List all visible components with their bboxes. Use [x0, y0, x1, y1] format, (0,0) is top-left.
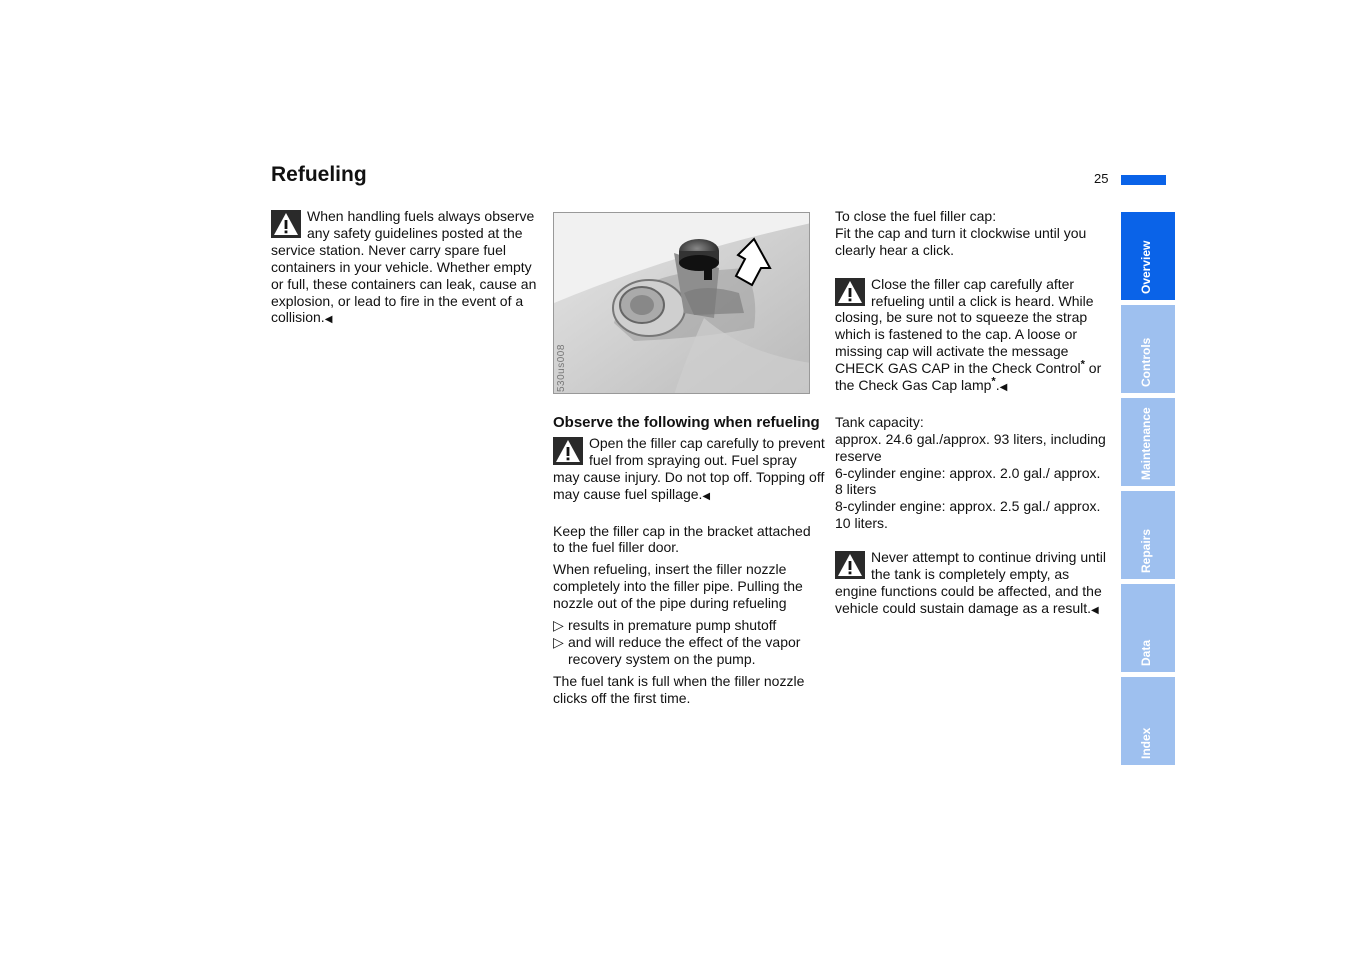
tab-label: Overview [1139, 240, 1153, 294]
tab-label: Repairs [1139, 528, 1153, 573]
bullet-triangle-icon: ▷ [553, 617, 564, 634]
warning-text: When handling fuels always observe any safety guidelines posted at the service station. Never carry spare fuel containers in your vehicle. Whether empty or full, these containers can leak, cause an explosion, or lead to fire in the event of a collision. [271, 208, 537, 326]
list-item [553, 634, 825, 668]
fuel-filler-illustration [553, 212, 810, 394]
end-marker-icon: ◀ [999, 382, 1008, 394]
tab-maintenance[interactable] [1121, 398, 1175, 486]
tank-capacity-value: 6-cylinder engine: approx. 2.0 gal./ approx. 8 liters [835, 464, 1101, 498]
page-number-bar [1121, 175, 1166, 185]
page-title: Refueling [271, 163, 367, 186]
warning-block [271, 208, 543, 329]
warning-text: Open the filler cap carefully to prevent fuel from spraying out. Fuel spray may cause injury. Do not top off. Topping off may cause fuel spillage. [553, 435, 825, 502]
tank-capacity-label: Tank capacity: [835, 413, 924, 430]
list-item [553, 617, 825, 634]
warning-block [835, 276, 1107, 397]
tab-overview[interactable] [1121, 212, 1175, 300]
section-heading: Observe the following when refueling [553, 414, 820, 431]
option-star: * [991, 375, 996, 388]
end-marker-icon: ◀ [702, 490, 711, 502]
page-number: 25 [1094, 171, 1109, 186]
tab-label: Index [1139, 727, 1153, 759]
section-tabs [1121, 212, 1175, 770]
warning-text: or the Check Gas Cap lamp [835, 360, 1102, 394]
warning-icon [271, 210, 301, 238]
close-cap-text: Fit the cap and turn it clockwise until you clearly hear a click. [835, 224, 1087, 258]
end-marker-icon: ◀ [324, 314, 333, 326]
paragraph: The fuel tank is full when the filler nozzle clicks off the first time. [553, 672, 805, 706]
option-star: * [1080, 358, 1085, 371]
warning-text: . [995, 377, 1000, 394]
warning-icon [835, 278, 865, 306]
tab-label: Controls [1139, 337, 1153, 387]
warning-block [553, 435, 825, 506]
warning-block [835, 549, 1107, 620]
close-cap-heading: To close the fuel filler cap: [835, 208, 997, 224]
column-2 [553, 414, 825, 707]
tab-label: Maintenance [1139, 407, 1153, 480]
tab-repairs[interactable] [1121, 491, 1175, 579]
tank-capacity-value: 8-cylinder engine: approx. 2.5 gal./ approx. 10 liters. [835, 498, 1101, 532]
tab-controls[interactable] [1121, 305, 1175, 393]
paragraph: When refueling, insert the filler nozzle completely into the filler pipe. Pulling the nozzle out of the pipe during refueling [553, 561, 803, 612]
column-3 [835, 208, 1107, 620]
image-reference-code: 530us008 [556, 344, 567, 392]
warning-text: Never attempt to continue driving until the tank is completely empty, as engine functions could be affected, and the vehicle could sustain damage as a result. [835, 549, 1107, 616]
warning-text: Close the filler cap carefully after refueling until a click is heard. While closing, be sure not to squeeze the strap which is fastened to the cap. A loose or missing cap will activate the message CHECK GAS CAP in the Check Control [835, 275, 1094, 377]
bullet-triangle-icon: ▷ [553, 633, 564, 650]
tab-data[interactable] [1121, 584, 1175, 672]
end-marker-icon: ◀ [1091, 604, 1099, 616]
warning-icon [835, 551, 865, 579]
column-1 [271, 208, 543, 329]
tab-label: Data [1139, 639, 1153, 666]
tab-index[interactable] [1121, 677, 1175, 765]
list-item-text: results in premature pump shutoff [568, 617, 777, 634]
list-item-text: and will reduce the effect of the vapor recovery system on the pump. [568, 633, 801, 667]
warning-icon [553, 437, 583, 465]
tank-capacity-value: approx. 24.6 gal./approx. 93 liters, including reserve [835, 430, 1106, 464]
paragraph: Keep the filler cap in the bracket attached to the fuel filler door. [553, 522, 811, 556]
